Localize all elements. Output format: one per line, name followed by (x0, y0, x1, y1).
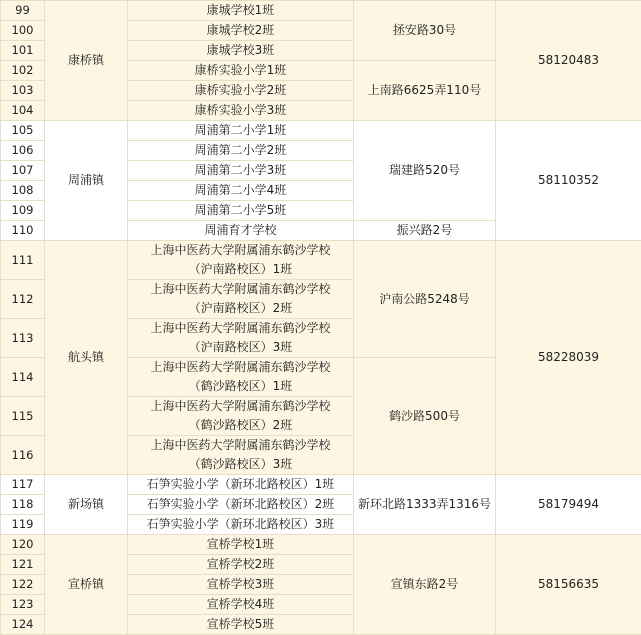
class-name: 周浦育才学校 (128, 221, 354, 241)
phone-number: 58120483 (496, 1, 641, 121)
address: 上南路6625弄110号 (354, 61, 496, 121)
class-name-line1: 上海中医药大学附属浦东鹤沙学校 (150, 282, 330, 296)
town-name: 航头镇 (45, 241, 128, 475)
class-name: 石笋实验小学（新环北路校区）1班 (128, 475, 354, 495)
row-number: 122 (1, 575, 45, 595)
class-name: 石笋实验小学（新环北路校区）3班 (128, 515, 354, 535)
address: 宣镇东路2号 (354, 535, 496, 635)
row-number: 114 (1, 358, 45, 397)
class-name-line1: 上海中医药大学附属浦东鹤沙学校 (150, 438, 330, 452)
row-number: 107 (1, 161, 45, 181)
class-name: 周浦第二小学3班 (128, 161, 354, 181)
row-number: 123 (1, 595, 45, 615)
class-name: 周浦第二小学4班 (128, 181, 354, 201)
town-name: 宣桥镇 (45, 535, 128, 635)
row-number: 110 (1, 221, 45, 241)
address: 振兴路2号 (354, 221, 496, 241)
class-name: 宣桥学校5班 (128, 615, 354, 635)
class-name-line1: 上海中医药大学附属浦东鹤沙学校 (150, 243, 330, 257)
class-name (128, 280, 354, 319)
row-number: 109 (1, 201, 45, 221)
class-name (128, 319, 354, 358)
class-name: 宣桥学校1班 (128, 535, 354, 555)
class-name (128, 397, 354, 436)
row-number: 115 (1, 397, 45, 436)
class-name: 康桥实验小学1班 (128, 61, 354, 81)
class-name: 康桥实验小学3班 (128, 101, 354, 121)
class-name: 石笋实验小学（新环北路校区）2班 (128, 495, 354, 515)
class-name-line2: （鹤沙路校区）2班 (189, 418, 293, 432)
class-name: 康城学校3班 (128, 41, 354, 61)
class-name-line1: 上海中医药大学附属浦东鹤沙学校 (150, 360, 330, 374)
town-name: 新场镇 (45, 475, 128, 535)
row-number: 120 (1, 535, 45, 555)
row-number: 100 (1, 21, 45, 41)
phone-number: 58156635 (496, 535, 641, 635)
class-name: 周浦第二小学5班 (128, 201, 354, 221)
row-number: 101 (1, 41, 45, 61)
town-name: 周浦镇 (45, 121, 128, 241)
row-number: 99 (1, 1, 45, 21)
row-number: 121 (1, 555, 45, 575)
row-number: 116 (1, 436, 45, 475)
class-name-line2: （鹤沙路校区）1班 (189, 379, 293, 393)
class-name: 宣桥学校4班 (128, 595, 354, 615)
class-name-line2: （鹤沙路校区）3班 (189, 457, 293, 471)
row-number: 105 (1, 121, 45, 141)
class-name (128, 436, 354, 475)
row-number: 106 (1, 141, 45, 161)
row-number: 119 (1, 515, 45, 535)
class-name: 周浦第二小学1班 (128, 121, 354, 141)
class-name: 康桥实验小学2班 (128, 81, 354, 101)
row-number: 102 (1, 61, 45, 81)
class-name: 周浦第二小学2班 (128, 141, 354, 161)
row-number: 103 (1, 81, 45, 101)
phone-number: 58228039 (496, 241, 641, 475)
row-number: 124 (1, 615, 45, 635)
class-name-line1: 上海中医药大学附属浦东鹤沙学校 (150, 321, 330, 335)
address: 瑞建路520号 (354, 121, 496, 221)
phone-number: 58179494 (496, 475, 641, 535)
class-name: 宣桥学校2班 (128, 555, 354, 575)
town-name: 康桥镇 (45, 1, 128, 121)
address: 沪南公路5248号 (354, 241, 496, 358)
class-name (128, 358, 354, 397)
class-name-line2: （沪南路校区）3班 (189, 340, 293, 354)
row-number: 117 (1, 475, 45, 495)
class-name (128, 241, 354, 280)
address: 拯安路30号 (354, 1, 496, 61)
class-name: 康城学校1班 (128, 1, 354, 21)
class-name-line2: （沪南路校区）1班 (189, 262, 293, 276)
row-number: 104 (1, 101, 45, 121)
phone-number: 58110352 (496, 121, 641, 241)
row-number: 112 (1, 280, 45, 319)
class-name: 宣桥学校3班 (128, 575, 354, 595)
class-name-line1: 上海中医药大学附属浦东鹤沙学校 (150, 399, 330, 413)
row-number: 118 (1, 495, 45, 515)
class-name-line2: （沪南路校区）2班 (189, 301, 293, 315)
row-number: 108 (1, 181, 45, 201)
address: 鹤沙路500号 (354, 358, 496, 475)
class-name: 康城学校2班 (128, 21, 354, 41)
address: 新环北路1333弄1316号 (354, 475, 496, 535)
row-number: 111 (1, 241, 45, 280)
row-number: 113 (1, 319, 45, 358)
